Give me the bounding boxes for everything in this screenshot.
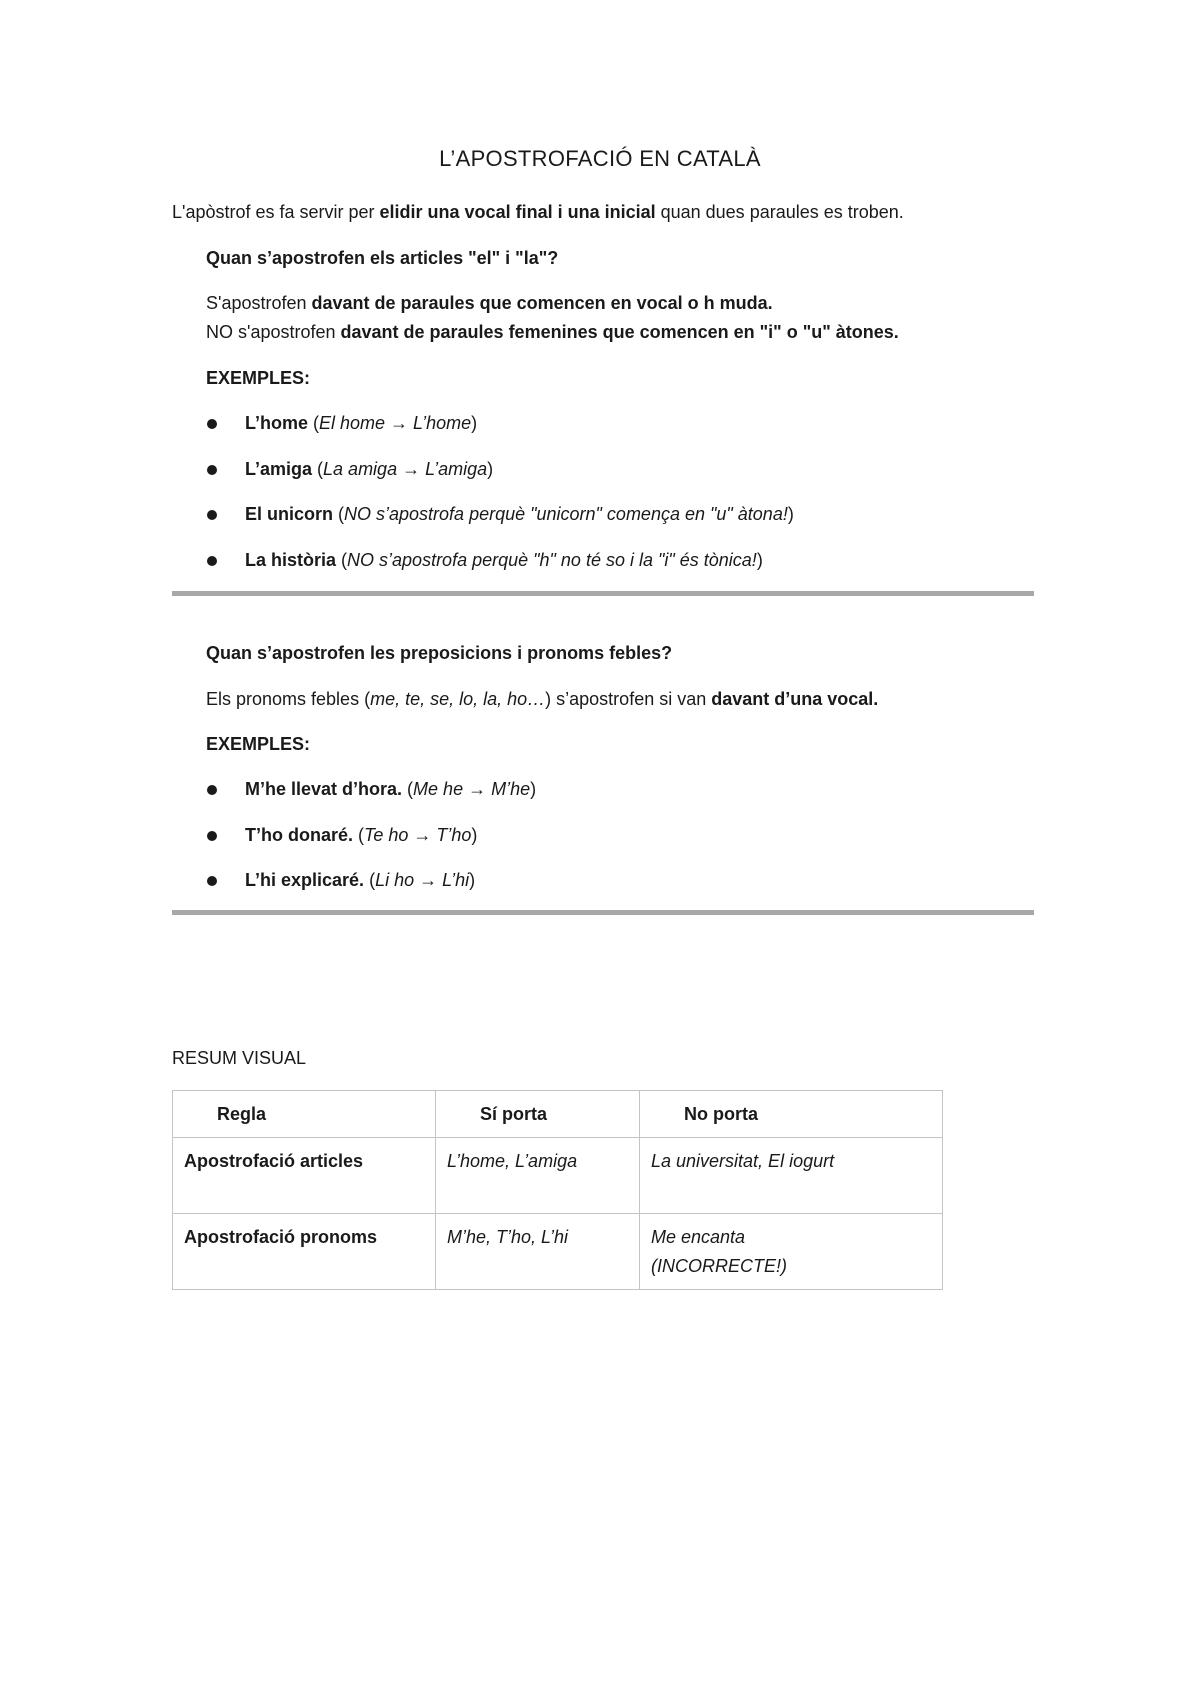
example-note: La amiga → L’amiga <box>323 459 488 479</box>
table-row <box>173 1214 943 1290</box>
list-item <box>245 825 477 846</box>
bullet-icon <box>207 510 217 520</box>
paren-close: ) <box>756 550 763 570</box>
list-item <box>245 779 536 800</box>
paren-close: ) <box>471 825 478 845</box>
list-item <box>245 870 475 891</box>
table-row <box>173 1138 943 1214</box>
rule1-text-b: davant de paraules que comencen en vocal o h muda. <box>311 293 773 313</box>
summary-label: RESUM VISUAL <box>172 1048 307 1068</box>
example-note: Te ho → T’ho <box>364 825 472 845</box>
paren-close: ) <box>469 870 476 890</box>
example-word: La història <box>245 550 337 570</box>
section1-heading: Quan s’apostrofen els articles "el" i "la"? <box>206 248 559 268</box>
section1-rule-2 <box>206 322 899 343</box>
bullet-icon <box>207 465 217 475</box>
rule2-text-a: NO s'apostrofen <box>206 322 341 342</box>
bullet-icon <box>207 876 217 886</box>
example-note: Me he → M’he <box>413 779 531 799</box>
bullet-icon <box>207 419 217 429</box>
example-note: El home → L’home <box>319 413 472 433</box>
table-cell: L’home, L’amiga <box>436 1138 640 1214</box>
paren-open: ( <box>336 550 348 570</box>
bullet-icon <box>207 785 217 795</box>
list-item <box>245 413 477 434</box>
rule2-text-b: davant de paraules femenines que comencen en "i" o "u" àtones. <box>340 322 899 342</box>
example-word: L’amiga <box>245 459 313 479</box>
table-cell: La universitat, El iogurt <box>640 1138 943 1214</box>
paren-open: ( <box>402 779 414 799</box>
column-header: Regla <box>173 1091 436 1138</box>
bullet-icon <box>207 556 217 566</box>
list-item <box>245 504 794 525</box>
example-sentence: T’ho donaré. <box>245 825 353 845</box>
intro-text-1: L'apòstrof es fa servir per <box>172 202 380 222</box>
paren-open: ( <box>312 459 324 479</box>
page-title: L’APOSTROFACIÓ EN CATALÀ <box>439 146 761 171</box>
paren-open: ( <box>308 413 320 433</box>
example-word: El unicorn <box>245 504 334 524</box>
table-cell: Me encanta (INCORRECTE!) <box>640 1214 943 1290</box>
section1-rule-1 <box>206 293 773 314</box>
column-header: Sí porta <box>436 1091 640 1138</box>
section2-text-d: davant d’una vocal. <box>711 689 879 709</box>
section2-examples-label: EXEMPLES: <box>206 734 311 754</box>
table-cell: Apostrofació articles <box>173 1138 436 1214</box>
example-note: NO s’apostrofa perquè "h" no té so i la "i" és tònica! <box>347 550 757 570</box>
intro-paragraph <box>172 202 904 223</box>
list-item <box>245 550 763 571</box>
example-word: L’home <box>245 413 309 433</box>
horizontal-divider <box>172 591 1034 596</box>
example-note: NO s’apostrofa perquè "unicorn" comença en "u" àtona! <box>344 504 788 524</box>
intro-text-3: quan dues paraules es troben. <box>655 202 904 222</box>
paren-close: ) <box>787 504 794 524</box>
section2-heading: Quan s’apostrofen les preposicions i pronoms febles? <box>206 643 673 663</box>
horizontal-divider <box>172 910 1034 915</box>
paren-open: ( <box>364 870 376 890</box>
section2-text-b: me, te, se, lo, la, ho… <box>370 689 546 709</box>
table-cell: M’he, T’ho, L’hi <box>436 1214 640 1290</box>
column-header: No porta <box>640 1091 943 1138</box>
section2-text-c: ) s’apostrofen si van <box>545 689 712 709</box>
intro-text-2: elidir una vocal final i una inicial <box>379 202 656 222</box>
paren-open: ( <box>333 504 345 524</box>
paren-close: ) <box>530 779 537 799</box>
example-sentence: L’hi explicaré. <box>245 870 365 890</box>
section1-examples-label: EXEMPLES: <box>206 368 311 388</box>
section2-text-a: Els pronoms febles ( <box>206 689 371 709</box>
section2-paragraph <box>206 689 878 710</box>
paren-close: ) <box>471 413 478 433</box>
example-sentence: M’he llevat d’hora. <box>245 779 403 799</box>
list-item <box>245 459 493 480</box>
example-note: Li ho → L’hi <box>375 870 470 890</box>
paren-close: ) <box>487 459 494 479</box>
rule1-text-a: S'apostrofen <box>206 293 312 313</box>
paren-open: ( <box>353 825 364 845</box>
table-cell: Apostrofació pronoms <box>173 1214 436 1290</box>
summary-table <box>172 1090 943 1290</box>
bullet-icon <box>207 831 217 841</box>
table-header-row <box>173 1091 943 1138</box>
